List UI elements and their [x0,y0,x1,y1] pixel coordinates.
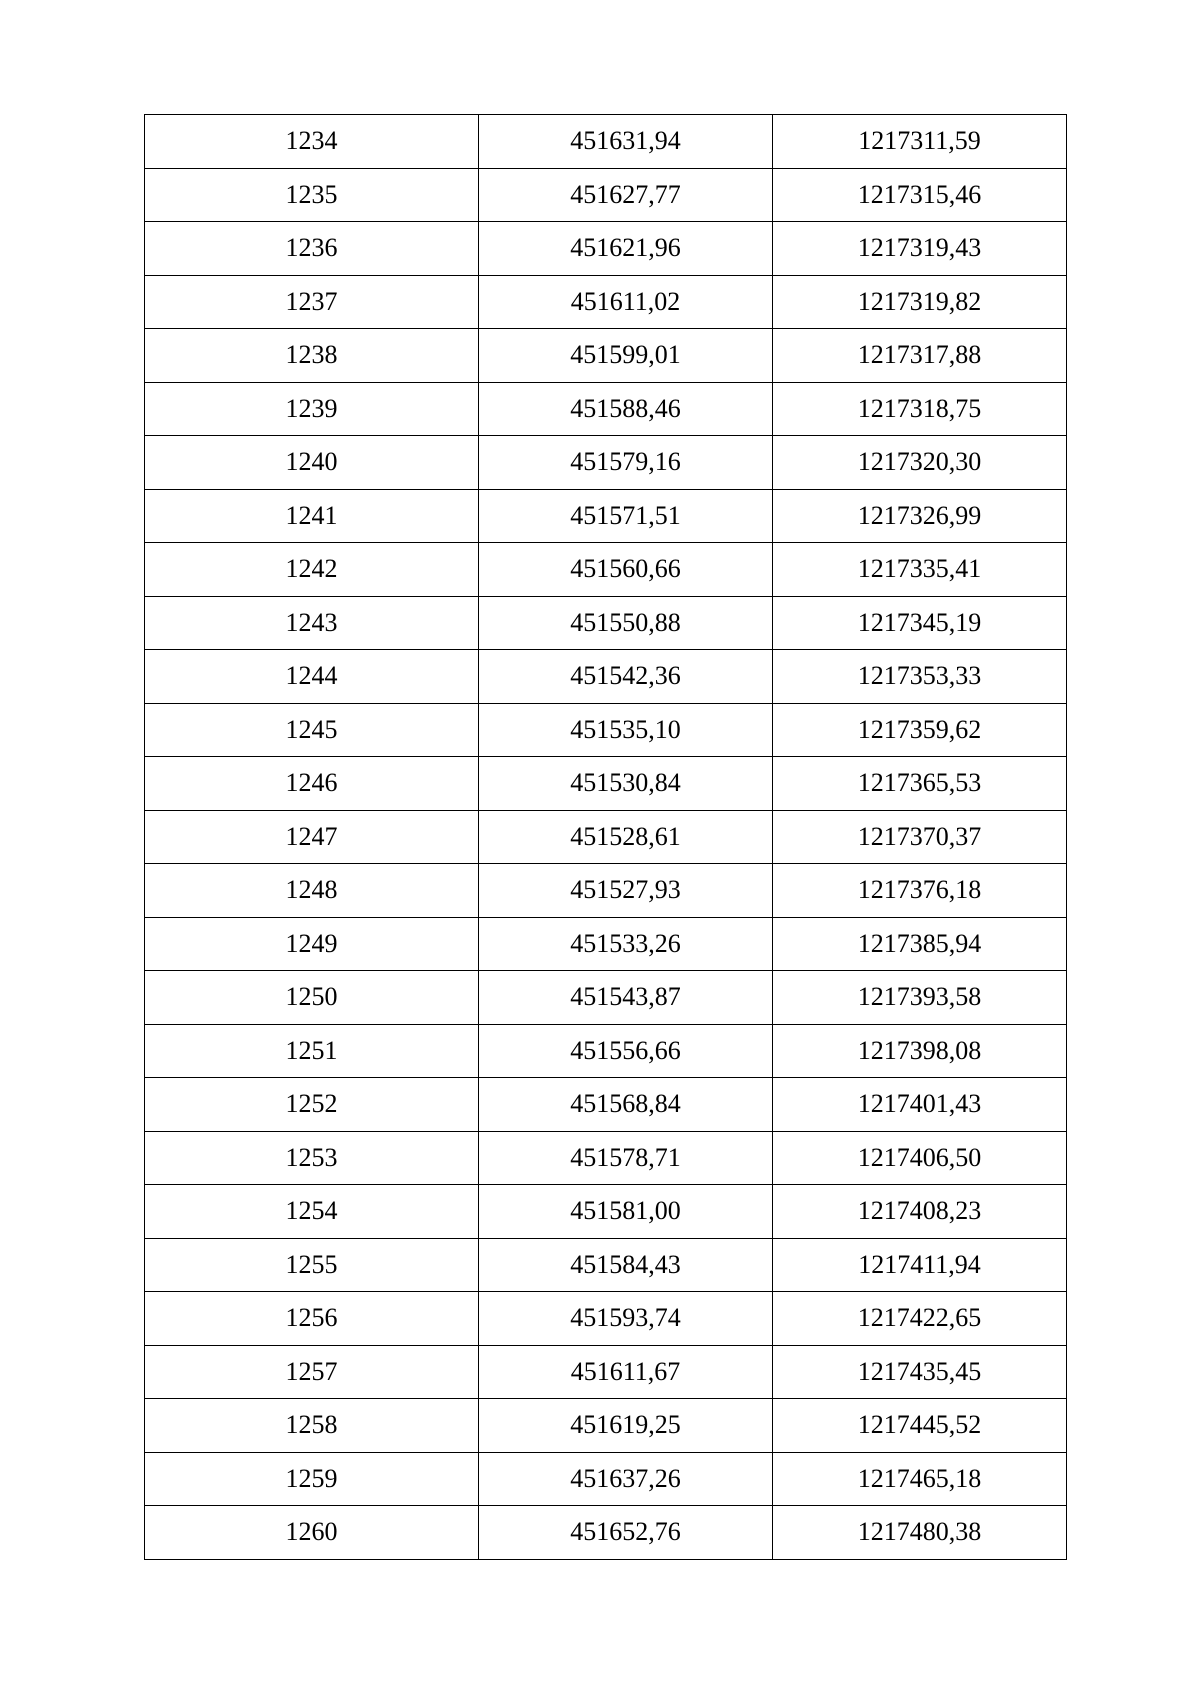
table-row [145,1238,1067,1292]
table-row [145,222,1067,276]
point-number-cell: 1251 [145,1024,479,1078]
point-number-cell: 1243 [145,596,479,650]
y-coordinate-cell: 1217319,43 [773,222,1067,276]
y-coordinate-cell: 1217315,46 [773,168,1067,222]
table-row [145,596,1067,650]
point-number-cell: 1247 [145,810,479,864]
y-coordinate-cell: 1217376,18 [773,864,1067,918]
point-number-cell: 1239 [145,382,479,436]
x-coordinate-cell: 451621,96 [479,222,773,276]
table-row [145,1345,1067,1399]
x-coordinate-cell: 451637,26 [479,1452,773,1506]
point-number-cell: 1254 [145,1185,479,1239]
table-row [145,489,1067,543]
y-coordinate-cell: 1217385,94 [773,917,1067,971]
point-number-cell: 1257 [145,1345,479,1399]
coordinates-table-body [145,115,1067,1560]
point-number-cell: 1235 [145,168,479,222]
point-number-cell: 1259 [145,1452,479,1506]
coordinates-table [144,114,1067,1560]
point-number-cell: 1245 [145,703,479,757]
point-number-cell: 1236 [145,222,479,276]
x-coordinate-cell: 451579,16 [479,436,773,490]
x-coordinate-cell: 451542,36 [479,650,773,704]
table-row [145,1131,1067,1185]
y-coordinate-cell: 1217465,18 [773,1452,1067,1506]
table-row [145,1399,1067,1453]
y-coordinate-cell: 1217353,33 [773,650,1067,704]
point-number-cell: 1249 [145,917,479,971]
point-number-cell: 1253 [145,1131,479,1185]
y-coordinate-cell: 1217335,41 [773,543,1067,597]
y-coordinate-cell: 1217435,45 [773,1345,1067,1399]
x-coordinate-cell: 451527,93 [479,864,773,918]
table-row [145,703,1067,757]
x-coordinate-cell: 451550,88 [479,596,773,650]
table-row [145,650,1067,704]
table-row [145,168,1067,222]
y-coordinate-cell: 1217393,58 [773,971,1067,1025]
x-coordinate-cell: 451599,01 [479,329,773,383]
y-coordinate-cell: 1217326,99 [773,489,1067,543]
y-coordinate-cell: 1217422,65 [773,1292,1067,1346]
x-coordinate-cell: 451571,51 [479,489,773,543]
y-coordinate-cell: 1217398,08 [773,1024,1067,1078]
point-number-cell: 1240 [145,436,479,490]
point-number-cell: 1255 [145,1238,479,1292]
x-coordinate-cell: 451578,71 [479,1131,773,1185]
point-number-cell: 1260 [145,1506,479,1560]
point-number-cell: 1238 [145,329,479,383]
table-row [145,810,1067,864]
table-row [145,1024,1067,1078]
table-row [145,864,1067,918]
x-coordinate-cell: 451619,25 [479,1399,773,1453]
y-coordinate-cell: 1217311,59 [773,115,1067,169]
table-row [145,329,1067,383]
x-coordinate-cell: 451581,00 [479,1185,773,1239]
table-row [145,971,1067,1025]
x-coordinate-cell: 451556,66 [479,1024,773,1078]
y-coordinate-cell: 1217445,52 [773,1399,1067,1453]
y-coordinate-cell: 1217370,37 [773,810,1067,864]
x-coordinate-cell: 451627,77 [479,168,773,222]
x-coordinate-cell: 451535,10 [479,703,773,757]
table-row [145,917,1067,971]
point-number-cell: 1246 [145,757,479,811]
x-coordinate-cell: 451631,94 [479,115,773,169]
y-coordinate-cell: 1217365,53 [773,757,1067,811]
x-coordinate-cell: 451568,84 [479,1078,773,1132]
table-row [145,382,1067,436]
y-coordinate-cell: 1217318,75 [773,382,1067,436]
table-row [145,1506,1067,1560]
x-coordinate-cell: 451588,46 [479,382,773,436]
table-row [145,275,1067,329]
point-number-cell: 1256 [145,1292,479,1346]
point-number-cell: 1250 [145,971,479,1025]
table-row [145,1292,1067,1346]
point-number-cell: 1242 [145,543,479,597]
y-coordinate-cell: 1217401,43 [773,1078,1067,1132]
y-coordinate-cell: 1217408,23 [773,1185,1067,1239]
y-coordinate-cell: 1217345,19 [773,596,1067,650]
y-coordinate-cell: 1217317,88 [773,329,1067,383]
table-row [145,436,1067,490]
y-coordinate-cell: 1217319,82 [773,275,1067,329]
table-row [145,543,1067,597]
point-number-cell: 1234 [145,115,479,169]
y-coordinate-cell: 1217406,50 [773,1131,1067,1185]
table-row [145,115,1067,169]
y-coordinate-cell: 1217480,38 [773,1506,1067,1560]
table-row [145,1078,1067,1132]
x-coordinate-cell: 451593,74 [479,1292,773,1346]
point-number-cell: 1241 [145,489,479,543]
table-row [145,1185,1067,1239]
point-number-cell: 1248 [145,864,479,918]
y-coordinate-cell: 1217320,30 [773,436,1067,490]
y-coordinate-cell: 1217411,94 [773,1238,1067,1292]
x-coordinate-cell: 451533,26 [479,917,773,971]
point-number-cell: 1252 [145,1078,479,1132]
point-number-cell: 1237 [145,275,479,329]
point-number-cell: 1244 [145,650,479,704]
y-coordinate-cell: 1217359,62 [773,703,1067,757]
x-coordinate-cell: 451543,87 [479,971,773,1025]
x-coordinate-cell: 451584,43 [479,1238,773,1292]
x-coordinate-cell: 451560,66 [479,543,773,597]
x-coordinate-cell: 451611,67 [479,1345,773,1399]
table-row [145,1452,1067,1506]
x-coordinate-cell: 451611,02 [479,275,773,329]
x-coordinate-cell: 451652,76 [479,1506,773,1560]
point-number-cell: 1258 [145,1399,479,1453]
x-coordinate-cell: 451528,61 [479,810,773,864]
table-row [145,757,1067,811]
x-coordinate-cell: 451530,84 [479,757,773,811]
